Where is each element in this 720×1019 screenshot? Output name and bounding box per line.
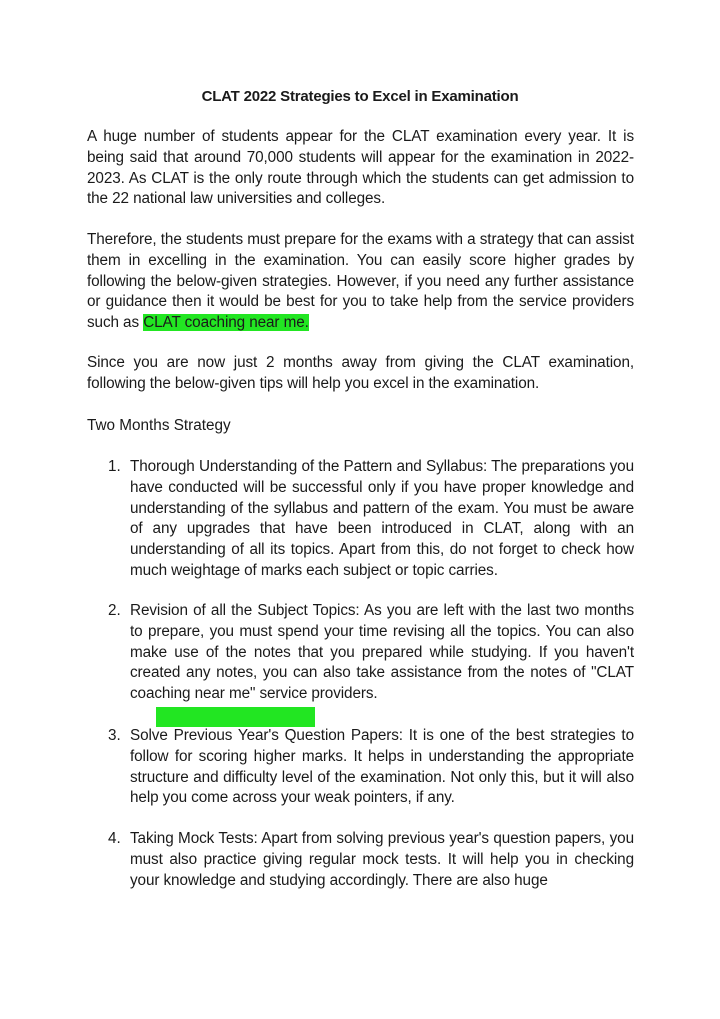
list-text: Solve Previous Year's Question Papers: It is one of the best strategies to follow for scoring higher marks. It helps in understanding the appropriate structure and difficulty level of the examination. Not only this, but it will also help you come across your weak pointers, if any. [130,727,634,807]
list-text: Taking Mock Tests: Apart from solving previous year's question papers, you must also practice giving regular mock tests. It will help you in checking your knowledge and studying accordingly. There are also huge [130,830,634,889]
paragraph-tips: Since you are now just 2 months away from giving the CLAT examination, following the below-given tips will help you excel in the examination. [87,354,634,392]
list-number: 1. [108,458,121,475]
section-subheading: Two Months Strategy [87,417,231,434]
paragraph-intro: A huge number of students appear for the CLAT examination every year. It is being said that around 70,000 students will appear for the examination in 2022-2023. As CLAT is the only route through which the students can get admission to the 22 national law universities and colleges. [87,128,634,208]
clat-coaching-link[interactable]: CLAT coaching near me. [143,314,309,332]
list-number: 2. [108,602,121,619]
list-item [108,829,634,891]
page-title: CLAT 2022 Strategies to Excel in Examination [201,88,519,105]
highlight-bar[interactable] [156,707,315,727]
list-item [108,457,634,582]
list-number: 4. [108,830,121,847]
list-text: Thorough Understanding of the Pattern and Syllabus: The preparations you have conducted will be successful only if you have proper knowledge and understanding of the syllabus and pattern of the exam. You must be aware of any upgrades that have been introduced in CLAT, along with an understanding of all its topics. Apart from this, do not forget to check how much weightage of marks each subject or topic carries. [130,458,634,579]
list-number: 3. [108,727,121,744]
paragraph-strategy [87,230,634,334]
list-item [108,601,634,705]
list-item [108,726,634,809]
paragraph-strategy-text: Therefore, the students must prepare for the exams with a strategy that can assist them in excelling in the examination. You can easily score higher grades by following the below-given strategies. However, if you need any further assistance or guidance then it would be best for you to take help from the service providers such as [87,231,634,332]
list-text: Revision of all the Subject Topics: As you are left with the last two months to prepare, you must spend your time revising all the topics. You can also make use of the notes that you prepared while studying. If you haven't created any notes, you can also take assistance from the notes of "CLAT coaching near me" service providers. [130,602,634,703]
